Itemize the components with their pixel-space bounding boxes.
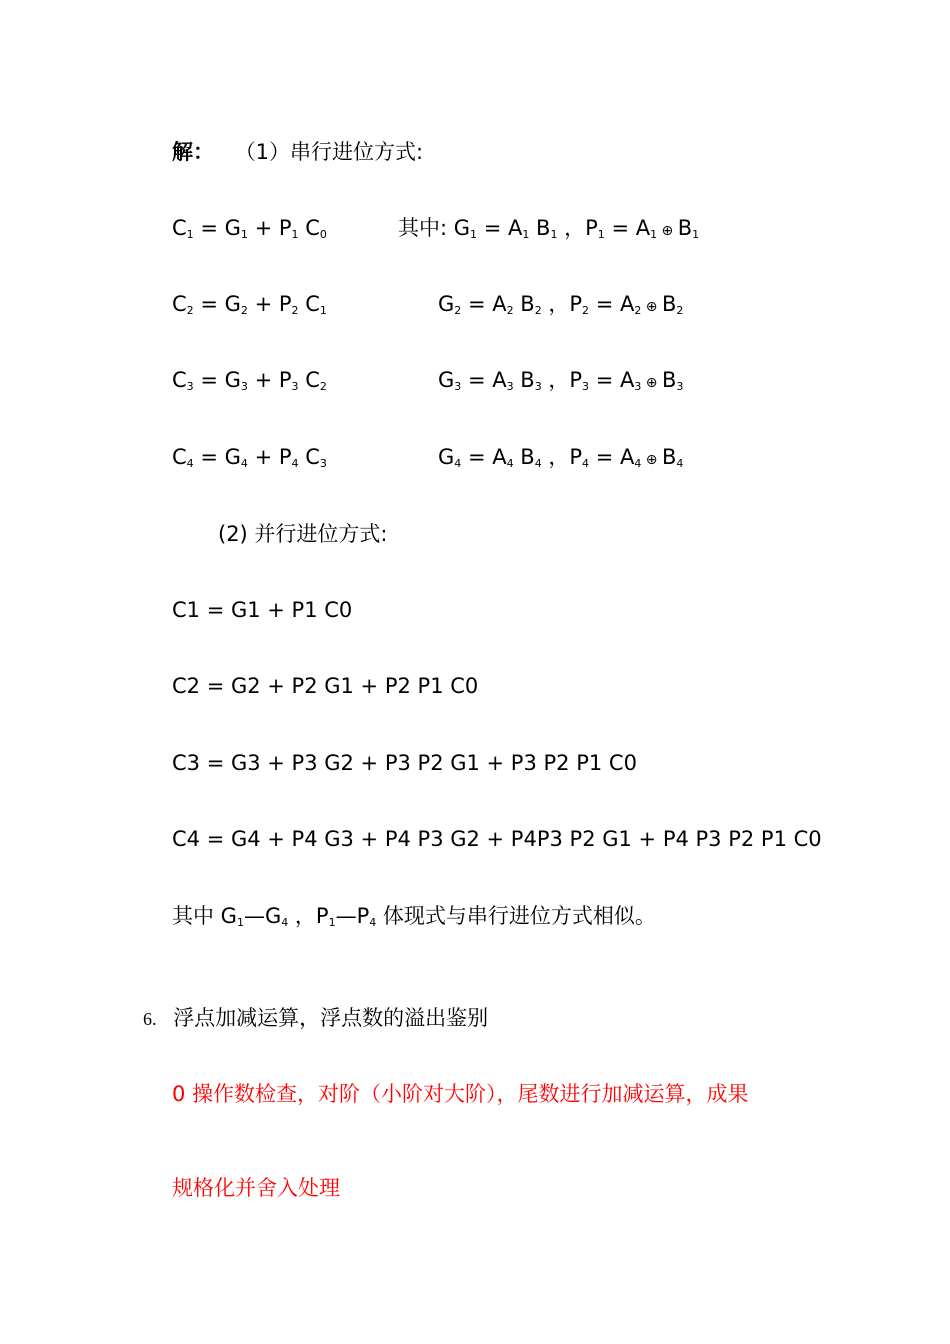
subscript: 3 [240, 380, 248, 393]
formula-text: G [438, 292, 455, 316]
formula-text: B [513, 292, 535, 316]
xor-symbol: ⊕ [641, 375, 662, 391]
part2-heading: (2) 并行进位方式: [218, 522, 388, 546]
subscript: 4 [240, 457, 248, 470]
formula-text: = A [604, 216, 651, 240]
formula-text: + P [247, 445, 292, 469]
formula-text: + P [247, 292, 292, 316]
parallel-formula-4: C4 = G4 + P4 G3 + P4 P3 G2 + P4P3 P2 G1 + P4 P3 P2 P1 C0 [172, 827, 822, 851]
formula-text: C [298, 445, 320, 469]
solution-label: 解： [172, 140, 214, 164]
formula-text: C [172, 368, 187, 392]
subscript: 1 [597, 228, 605, 241]
formula-text: C [172, 445, 187, 469]
subscript: 3 [676, 380, 684, 393]
subscript: 4 [186, 457, 194, 470]
question-title: 浮点加减运算，浮点数的溢出鉴别 [173, 1006, 489, 1030]
part1-heading: （1）串行进位方式: [234, 140, 424, 164]
formula-text: —P [335, 904, 370, 928]
serial-formula-4-left [172, 443, 327, 471]
subscript: 2 [319, 380, 327, 393]
note-line [172, 902, 656, 930]
formula-text: ，P [557, 216, 598, 240]
serial-formula-1-left [172, 214, 327, 242]
subscript: 1 [291, 228, 299, 241]
subscript: 2 [240, 304, 248, 317]
formula-text: 其中 G [172, 904, 237, 928]
serial-formula-2-left [172, 290, 327, 318]
formula-text: 体现式与串行进位方式相似。 [376, 904, 656, 928]
answer-line-1: 0 操作数检查，对阶（小阶对大阶），尾数进行加减运算，成果 [172, 1082, 749, 1106]
formula-text: = A [461, 292, 507, 316]
parallel-formula-1: C1 = G1 + P1 C0 [172, 598, 353, 622]
subscript: 4 [291, 457, 299, 470]
question-number: 6. [143, 1009, 157, 1029]
subscript: 4 [369, 916, 377, 929]
formula-text: C [172, 216, 187, 240]
formula-text: C [298, 216, 320, 240]
subscript: 2 [506, 304, 514, 317]
formula-text: ，P [541, 292, 583, 316]
parallel-formula-2: C2 = G2 + P2 G1 + P2 P1 C0 [172, 674, 479, 698]
subscript: 4 [534, 457, 542, 470]
subscript: 2 [634, 304, 642, 317]
formula-text: ，P [541, 368, 583, 392]
subscript: 1 [186, 228, 194, 241]
xor-symbol: ⊕ [641, 452, 662, 468]
subscript: 1 [328, 916, 336, 929]
formula-text: 其中: G [398, 216, 471, 240]
formula-text: C [298, 368, 320, 392]
parallel-formula-3: C3 = G3 + P3 G2 + P3 P2 G1 + P3 P2 P1 C0 [172, 751, 637, 775]
subscript: 1 [522, 228, 530, 241]
question6-row [143, 1004, 488, 1033]
subscript: 2 [454, 304, 462, 317]
formula-text: B [513, 445, 535, 469]
formula-text: = A [589, 292, 635, 316]
formula-text: = A [589, 368, 635, 392]
formula-text: = G [193, 216, 241, 240]
serial-formula-3-right [438, 366, 683, 397]
formula-text: = A [461, 445, 507, 469]
solution-heading-row [172, 138, 423, 166]
subscript: 3 [291, 380, 299, 393]
formula-text: + P [247, 216, 292, 240]
subscript: 3 [582, 380, 590, 393]
formula-text: B [661, 445, 677, 469]
formula-text: = A [461, 368, 507, 392]
subscript: 2 [291, 304, 299, 317]
formula-text: + P [247, 368, 292, 392]
subscript: 0 [319, 228, 327, 241]
subscript: 2 [676, 304, 684, 317]
subscript: 1 [692, 228, 700, 241]
subscript: 2 [186, 304, 194, 317]
subscript: 1 [319, 304, 327, 317]
answer-line-2: 规格化并舍入处理 [172, 1176, 340, 1200]
xor-symbol: ⊕ [657, 223, 678, 239]
formula-text: C [172, 292, 187, 316]
formula-text: ，P [288, 904, 329, 928]
formula-text: ，P [541, 445, 583, 469]
serial-formula-4-right [438, 443, 683, 474]
subscript: 1 [236, 916, 244, 929]
subscript: 1 [240, 228, 248, 241]
formula-text: G [438, 368, 455, 392]
formula-text: = G [193, 445, 241, 469]
serial-formula-2-right [438, 290, 683, 321]
formula-text: = G [193, 368, 241, 392]
subscript: 1 [550, 228, 558, 241]
formula-text: —G [243, 904, 282, 928]
subscript: 1 [650, 228, 658, 241]
formula-text: C [298, 292, 320, 316]
subscript: 3 [534, 380, 542, 393]
subscript: 3 [454, 380, 462, 393]
formula-text: = A [477, 216, 523, 240]
formula-text: B [661, 368, 677, 392]
formula-text: G [438, 445, 455, 469]
subscript: 4 [454, 457, 462, 470]
formula-text: B [513, 368, 535, 392]
subscript: 3 [506, 380, 514, 393]
formula-text: B [529, 216, 551, 240]
subscript: 2 [582, 304, 590, 317]
xor-symbol: ⊕ [641, 299, 662, 315]
subscript: 1 [470, 228, 478, 241]
formula-text: B [661, 292, 677, 316]
formula-text: = G [193, 292, 241, 316]
subscript: 3 [634, 380, 642, 393]
formula-text: = A [589, 445, 635, 469]
subscript: 4 [582, 457, 590, 470]
subscript: 4 [676, 457, 684, 470]
subscript: 3 [186, 380, 194, 393]
subscript: 3 [319, 457, 327, 470]
subscript: 4 [634, 457, 642, 470]
serial-formula-1-right [398, 214, 699, 245]
subscript: 2 [534, 304, 542, 317]
subscript: 4 [281, 916, 289, 929]
serial-formula-3-left [172, 366, 327, 394]
formula-text: B [677, 216, 693, 240]
subscript: 4 [506, 457, 514, 470]
